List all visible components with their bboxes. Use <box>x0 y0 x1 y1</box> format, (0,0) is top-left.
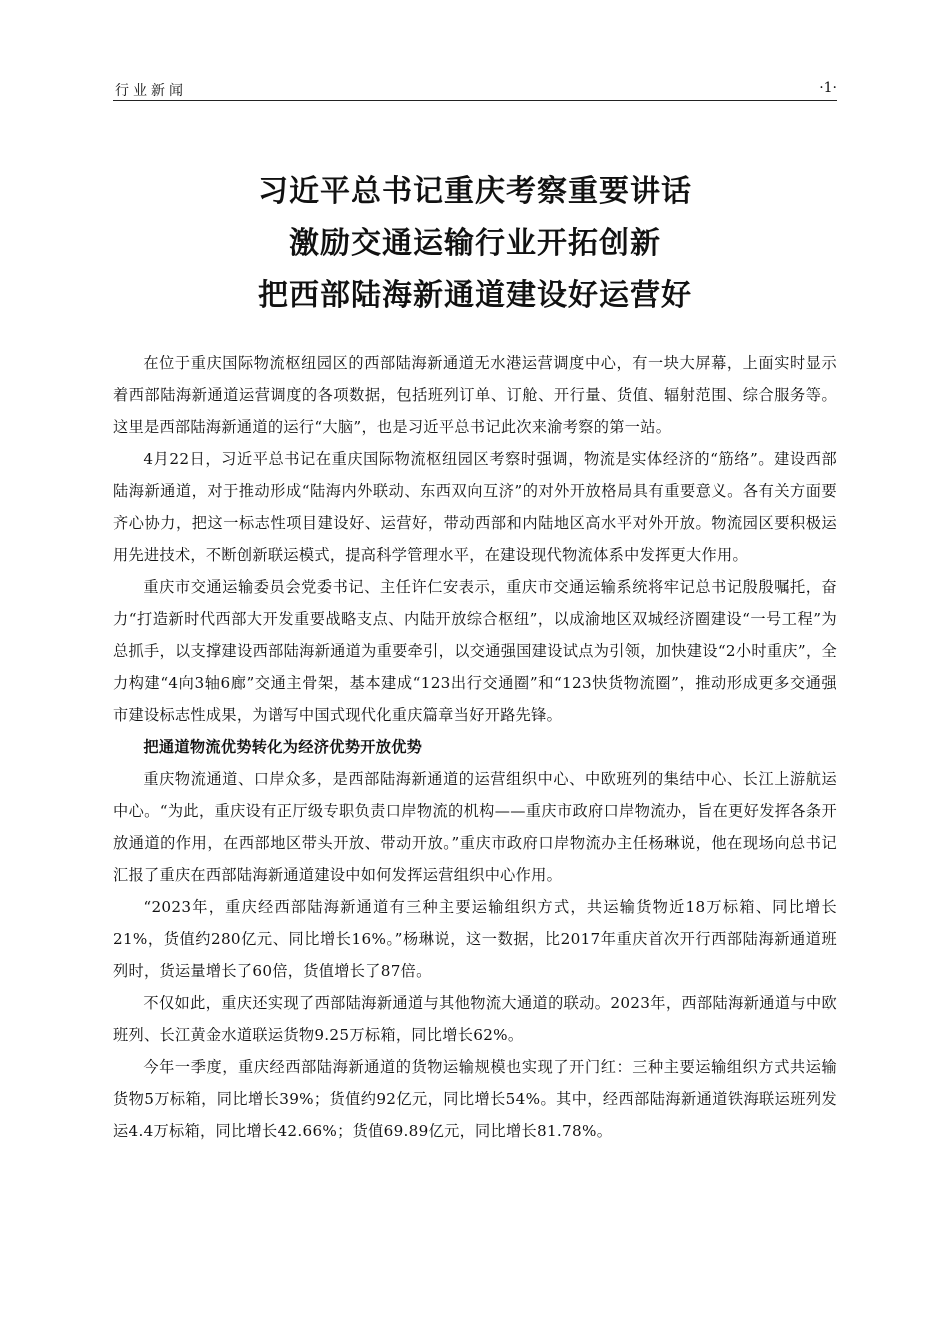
paragraph: 重庆物流通道、口岸众多，是西部陆海新通道的运营组织中心、中欧班列的集结中心、长江上游航运中心。“为此，重庆设有正厅级专职负责口岸物流的机构——重庆市政府口岸物流办，旨在更好发挥各条开放通道的作用，在西部地区带头开放、带动开放。”重庆市政府口岸物流办主任杨琳说，他在现场向总书记汇报了重庆在西部陆海新通道建设中如何发挥运营组织中心作用。 <box>113 770 837 884</box>
section-heading: 把通道物流优势转化为经济优势开放优势 <box>143 738 423 756</box>
title-line-2: 激励交通运输行业开拓创新 <box>289 226 661 261</box>
paragraph: 今年一季度，重庆经西部陆海新通道的货物运输规模也实现了开门红：三种主要运输组织方式共运输货物5万标箱，同比增长39%；货值约92亿元，同比增长54%。其中，经西部陆海新通道铁海联运班列发运4.4万标箱，同比增长42.66%；货值69.89亿元，同比增长81.78%。 <box>113 1058 837 1140</box>
section-label: 行业新闻 <box>115 83 187 99</box>
paragraph: 在位于重庆国际物流枢纽园区的西部陆海新通道无水港运营调度中心，有一块大屏幕，上面实时显示着西部陆海新通道运营调度的各项数据，包括班列订单、订舱、开行量、货值、辐射范围、综合服务等。这里是西部陆海新通道的运行“大脑”，也是习近平总书记此次来渝考察的第一站。 <box>113 354 837 436</box>
page-number: ·1· <box>819 80 837 96</box>
paragraph: 重庆市交通运输委员会党委书记、主任许仁安表示，重庆市交通运输系统将牢记总书记殷殷嘱托，奋力“打造新时代西部大开发重要战略支点、内陆开放综合枢纽”，以成渝地区双城经济圈建设“一号工程”为总抓手，以支撑建设西部陆海新通道为重要牵引，以交通强国建设试点为引领，加快建设“2小时重庆”，全力构建“4向3轴6廊”交通主骨架，基本建成“123出行交通圈”和“123快货物流圈”，推动形成更多交通强市建设标志性成果，为谱写中国式现代化重庆篇章当好开路先锋。 <box>113 578 837 724</box>
article-body <box>113 347 837 1147</box>
paragraph: “2023年，重庆经西部陆海新通道有三种主要运输组织方式，共运输货物近18万标箱、同比增长21%，货值约280亿元、同比增长16%。”杨琳说，这一数据，比2017年重庆首次开行西部陆海新通道班列时，货运量增长了60倍，货值增长了87倍。 <box>113 898 837 980</box>
running-header <box>113 78 837 101</box>
paragraph: 4月22日，习近平总书记在重庆国际物流枢纽园区考察时强调，物流是实体经济的“筋络”。建设西部陆海新通道，对于推动形成“陆海内外联动、东西双向互济”的对外开放格局具有重要意义。各有关方面要齐心协力，把这一标志性项目建设好、运营好，带动西部和内陆地区高水平对外开放。物流园区要积极运用先进技术，不断创新联运模式，提高科学管理水平，在建设现代物流体系中发挥更大作用。 <box>113 450 837 564</box>
article-title <box>113 166 837 322</box>
paragraph: 不仅如此，重庆还实现了西部陆海新通道与其他物流大通道的联动。2023年，西部陆海新通道与中欧班列、长江黄金水道联运货物9.25万标箱，同比增长62%。 <box>113 994 837 1044</box>
title-line-3: 把西部陆海新通道建设好运营好 <box>258 278 692 313</box>
title-line-1: 习近平总书记重庆考察重要讲话 <box>258 174 692 209</box>
